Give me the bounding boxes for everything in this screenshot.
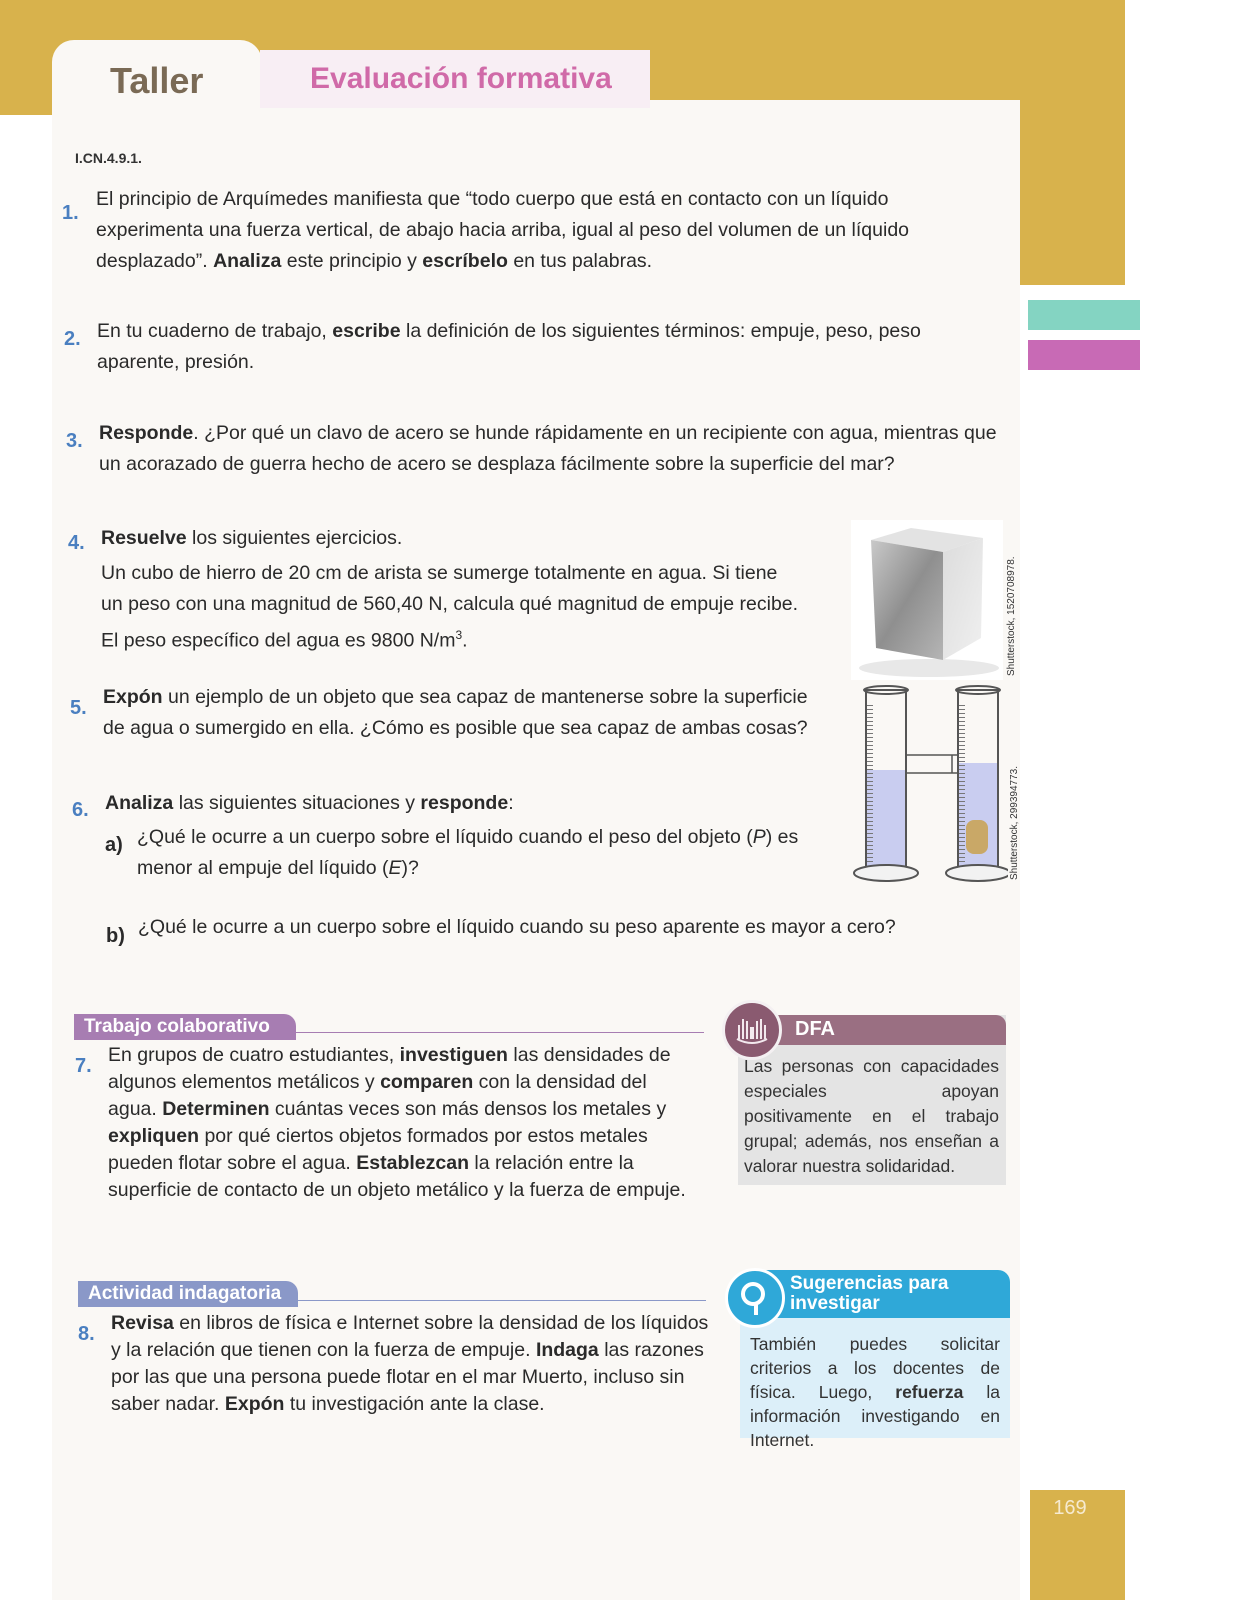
sugerencias-title: Sugerencias para investigar bbox=[790, 1273, 949, 1314]
q4-intro: Resuelve los siguientes ejercicios. bbox=[101, 527, 403, 549]
actividad-divider bbox=[298, 1300, 706, 1301]
q4-problem: Un cubo de hierro de 20 cm de arista se sumerge totalmente en agua. Si tiene un peso con una magnitud de 560,40 N, calcula qué magnitud de empuje recibe. El peso específico del agua es 9800 $N/m^3$. bbox=[101, 562, 799, 652]
q4-number: 4. bbox=[68, 532, 85, 554]
q7-text: En grupos de cuatro estudiantes, investiguen las densidades de algunos elementos metálicos y comparen con la densidad del agua. Determinen cuántas veces son más densos los metales y expliquen por qué ciertos objetos formados por estos metales pueden flotar sobre el agua. Establezcan la relación entre la superficie de contacto de un objeto metálico y la fuerza de empuje. bbox=[108, 1044, 686, 1201]
taller-label: Taller bbox=[110, 60, 204, 101]
magnifier-icon bbox=[725, 1268, 785, 1328]
teal-tab-marker bbox=[1028, 300, 1140, 330]
q7-number: 7. bbox=[75, 1055, 92, 1077]
cylinders-photo-credit: Shutterstock, 299394773. bbox=[1009, 766, 1020, 880]
q6b-label: b) bbox=[106, 925, 125, 947]
q5-text: Expón un ejemplo de un objeto que sea capaz de mantenerse sobre la superficie de agua o sumergido en ella. ¿Cómo es posible que sea capaz de ambas cosas? bbox=[103, 686, 808, 739]
pink-tab-marker bbox=[1028, 340, 1140, 370]
curriculum-code: I.CN.4.9.1. bbox=[75, 150, 142, 166]
actividad-indagatoria-header: Actividad indagatoria bbox=[78, 1281, 298, 1307]
q8-text: Revisa en libros de física e Internet sobre la densidad de los líquidos y la relación que tienen con la fuerza de empuje. Indaga las razones por las que una persona puede flotar en el mar Muerto, incluso sin saber nadar. Expón tu investigación ante la clase. bbox=[111, 1312, 709, 1415]
q6-number: 6. bbox=[72, 799, 89, 821]
q2-text: En tu cuaderno de trabajo, escribe la definición de los siguientes términos: empuje, peso, peso aparente, presión. bbox=[97, 320, 921, 373]
dfa-text: Las personas con capacidades especiales apoyan positivamente en el trabajo grupal; además, nos enseñan a valorar nuestra solidaridad. bbox=[744, 1056, 999, 1176]
gold-side-band bbox=[1018, 115, 1125, 285]
q1-number: 1. bbox=[62, 202, 79, 224]
q6a-label: a) bbox=[105, 834, 123, 856]
q5-number: 5. bbox=[70, 697, 87, 719]
iron-cube-image bbox=[851, 520, 1003, 680]
trabajo-colaborativo-header: Trabajo colaborativo bbox=[74, 1014, 296, 1040]
page-number: 169 bbox=[1053, 1497, 1087, 1519]
q2-number: 2. bbox=[64, 328, 81, 350]
q6-intro: Analiza las siguientes situaciones y responde: bbox=[105, 792, 514, 814]
cube-photo-credit: Shutterstock, 1520708978. bbox=[1006, 556, 1017, 676]
q3-text: Responde. ¿Por qué un clavo de acero se hunde rápidamente en un recipiente con agua, mientras que un acorazado de guerra hecho de acero se desplaza fácilmente sobre la superficie del mar? bbox=[99, 422, 997, 475]
trabajo-divider bbox=[296, 1032, 704, 1033]
q8-number: 8. bbox=[78, 1323, 95, 1345]
q6b-text: ¿Qué le ocurre a un cuerpo sobre el líquido cuando su peso aparente es mayor a cero? bbox=[138, 916, 896, 938]
evaluacion-label: Evaluación formativa bbox=[310, 62, 612, 95]
graduated-cylinders-image bbox=[848, 685, 1008, 890]
hands-icon bbox=[722, 1000, 782, 1060]
sugerencias-text: También puedes solicitar criterios a los docentes de física. Luego, refuerza la información investigando en Internet. bbox=[750, 1334, 1000, 1450]
q6a-text: ¿Qué le ocurre a un cuerpo sobre el líquido cuando el peso del objeto (P) es menor al empuje del líquido (E)? bbox=[137, 826, 799, 879]
dfa-title: DFA bbox=[795, 1018, 835, 1040]
q3-number: 3. bbox=[66, 430, 83, 452]
q1-text: El principio de Arquímedes manifiesta que “todo cuerpo que está en contacto con un líquido experimenta una fuerza vertical, de abajo hacia arriba, igual al peso del volumen de un líquido desplazado”. Analiza este principio y escríbelo en tus palabras. bbox=[96, 188, 910, 272]
